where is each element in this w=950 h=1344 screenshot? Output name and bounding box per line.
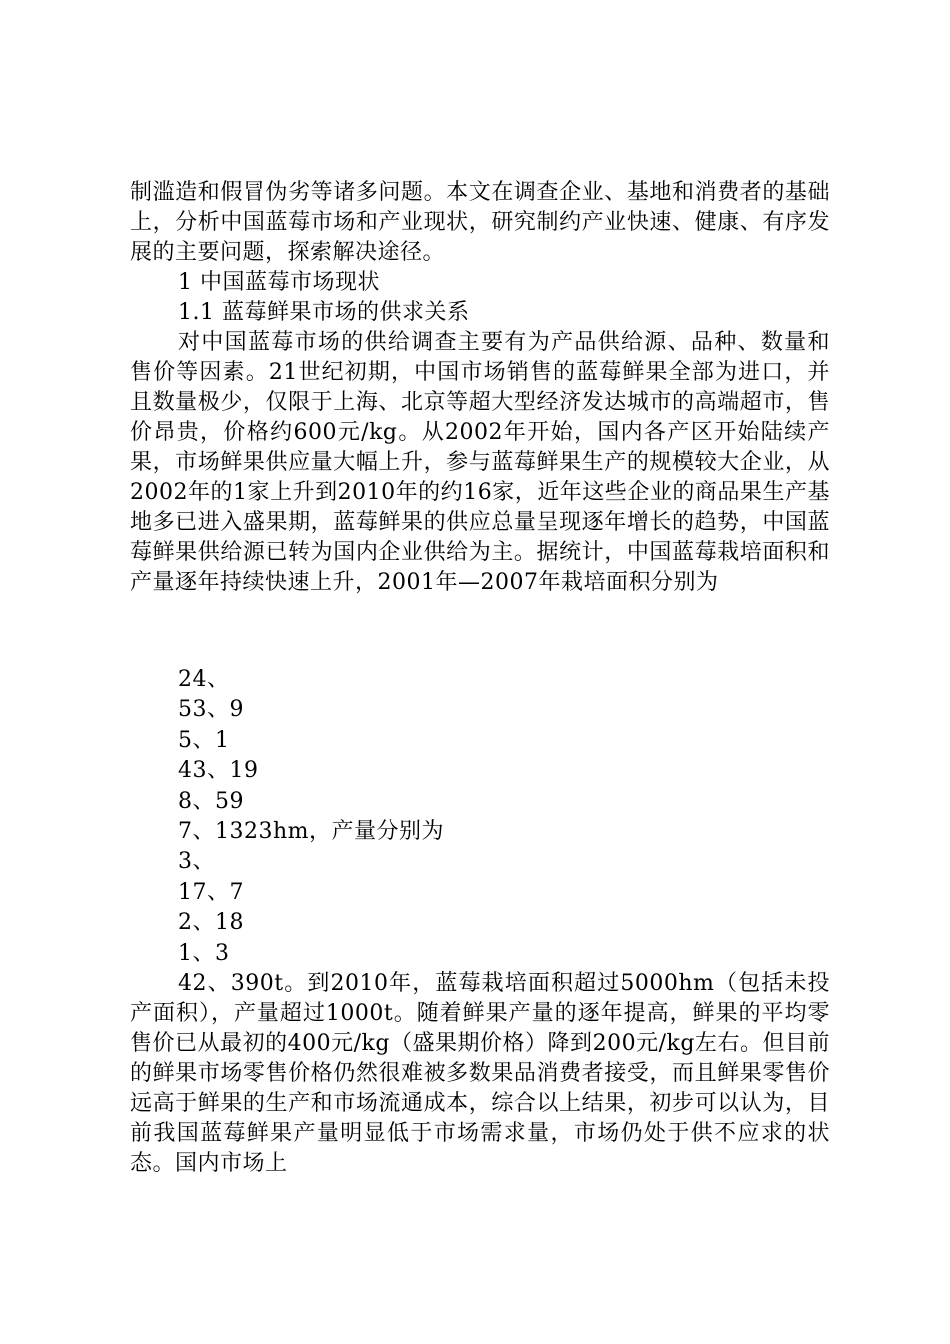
list-item: 5、1 xyxy=(178,727,230,753)
list-item: 8、59 xyxy=(178,788,244,814)
list-item: 2、18 xyxy=(178,910,244,936)
list-item: 53、9 xyxy=(178,697,244,723)
list-item: 3、 xyxy=(178,849,215,875)
paragraph-after-list: 42、390t。到2010年，蓝莓栽培面积超过5000hm（包括未投产面积），产量超过1000t。随着鲜果产量的逐年提高，鲜果的平均零售价已从最初的400元/kg（盛果期价格）降到200元/kg左右。但目前的鲜果市场零售价格仍然很难被多数果品消费者接受，而且鲜果零售价远高于鲜果的生产和市场流通成本，综合以上结果，初步可以认为，目前我国蓝莓鲜果产量明显低于市场需求量，市场仍处于供不应求的状态。国内市场上 xyxy=(130,971,830,1176)
list-item: 24、 xyxy=(178,667,230,692)
subsection-heading: 1.1 蓝莓鲜果市场的供求关系 xyxy=(178,300,470,325)
paragraph-supply: 对中国蓝莓市场的供给调查主要有为产品供给源、品种、数量和售价等因素。21世纪初期，中国市场销售的蓝莓鲜果全部为进口，并且数量极少，仅限于上海、北京等超大型经济发达城市的高端超市，售价昂贵，价格约600元/kg。从2002年开始，国内各产区开始陆续产果，市场鲜果供应量大幅上升，参与蓝莓鲜果生产的规模较大企业，从2002年的1家上升到2010年的约16家，近年这些企业的商品果生产基地多已进入盛果期，蓝莓鲜果的供应总量呈现逐年增长的趋势，中国蓝莓鲜果供给源已转为国内企业供给为主。据统计，中国蓝莓栽培面积和产量逐年持续快速上升，2001年—2007年栽培面积分别为 xyxy=(130,330,830,595)
list-item: 17、7 xyxy=(178,879,244,905)
list-item: 43、19 xyxy=(178,758,259,784)
list-item: 7、1323hm，产量分别为 xyxy=(178,818,445,844)
paragraph-intro-continued: 制滥造和假冒伪劣等诸多问题。本文在调查企业、基地和消费者的基础上，分析中国蓝莓市场和产业现状，研究制约产业快速、健康、有序发展的主要问题，探索解决途径。 xyxy=(130,180,830,265)
data-list xyxy=(178,665,444,969)
section-heading: 1 中国蓝莓市场现状 xyxy=(178,270,380,295)
list-item: 1、3 xyxy=(178,940,230,966)
